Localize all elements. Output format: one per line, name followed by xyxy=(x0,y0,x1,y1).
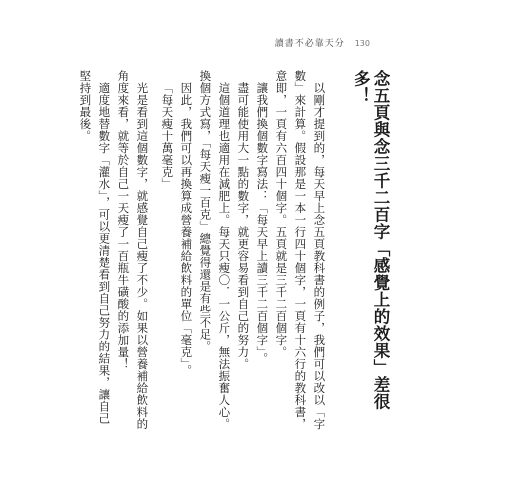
paragraph-2: 讓我們換個數字寫法：「每天早上讀三千二百個字」。 xyxy=(255,81,270,364)
paragraph-3: 盡可能使用大一點的數字，就更容易看到自己的努力。 xyxy=(236,81,251,370)
paragraph-8: 適度地替數字「灌水」，可以更清楚看到自己努力的結果，讓自己堅持到最後。 xyxy=(78,70,112,424)
vertical-text-block xyxy=(78,70,390,430)
page-number: 130 xyxy=(354,39,370,48)
section-heading: 念五頁與念三千二百字「感覺上的效果」差很多！ xyxy=(351,70,390,410)
running-title: 讀書不必靠天分 xyxy=(274,39,345,49)
paragraph-7: 光是看到這個數字，就感覺自己瘦了不少。如果以營養補給飲料的角度來看，就等於自己一天瘦了一百瓶牛磺酸的添加量！ xyxy=(116,70,150,430)
paragraph-6: 「每天瘦十萬毫克」 xyxy=(160,81,175,190)
paragraph-4: 這個道理也適用在減肥上。每天只瘦〇．一公斤，無法振奮人心。換個方式寫，「每天瘦一百克」總覺得還是有些不足。 xyxy=(198,70,232,430)
paragraph-1: 以剛才提到的，每天早上念五頁教科書的例子，我們可以改以「字數」來計算。假設那是一本一行四十個字，一頁有十六行的教科書，意即，一頁有六百四十個字。五頁就是三千二百個字。 xyxy=(274,70,327,430)
paragraph-5: 因此，我們可以再換算成營養補給飲料的單位「毫克」。 xyxy=(179,81,194,376)
page-header xyxy=(275,36,370,49)
